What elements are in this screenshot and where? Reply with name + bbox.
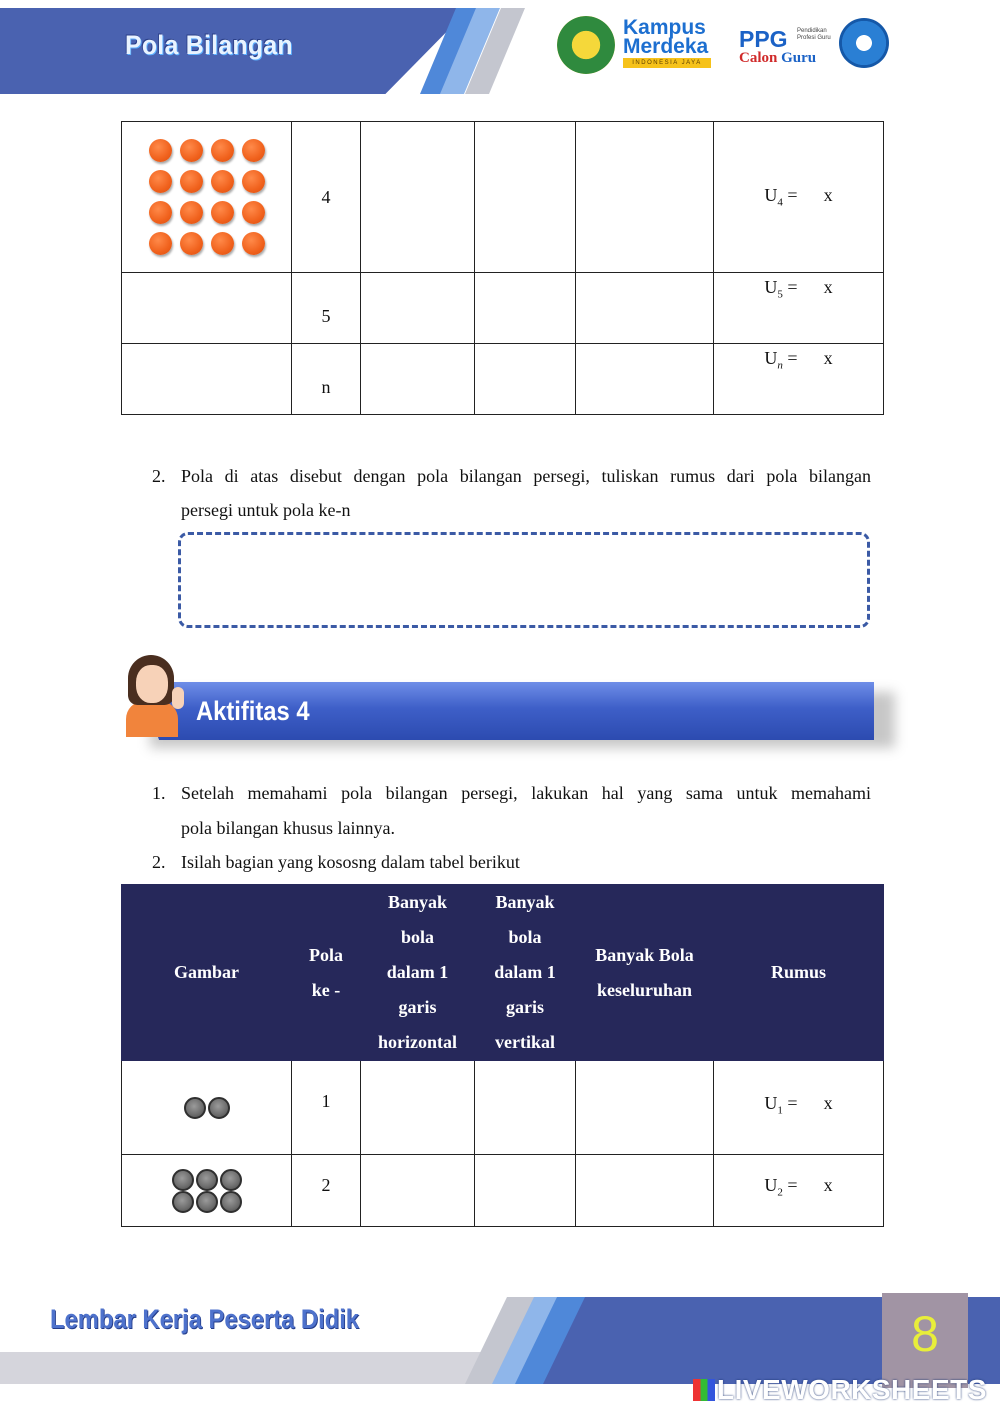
item-text-line1: Setelah memahami pola bilangan persegi, lakukan hal yang sama untuk memahami bbox=[181, 783, 871, 803]
rumus-equals: = bbox=[787, 348, 798, 368]
guru-label: Guru bbox=[781, 50, 817, 66]
kampus-merdeka-line1: Kampus bbox=[623, 16, 706, 39]
activity-title: Aktifitas 4 bbox=[196, 696, 310, 726]
header-pola-line2: ke - bbox=[311, 979, 341, 1000]
pola-cell: 5 bbox=[292, 273, 361, 344]
total-input-cell[interactable] bbox=[576, 1155, 714, 1227]
image-cell bbox=[122, 1061, 292, 1155]
table-header-row bbox=[122, 885, 884, 1061]
footer-title: Lembar Kerja Peserta Didik bbox=[50, 1304, 360, 1334]
header-vertikal-line3: dalam 1 bbox=[494, 962, 556, 982]
rumus-cell[interactable] bbox=[714, 122, 884, 273]
gray-dots-1x2-image bbox=[122, 1097, 291, 1119]
tut-wuri-handayani-icon bbox=[839, 18, 889, 68]
rumus-subscript: n bbox=[777, 359, 783, 372]
rumus-subscript: 4 bbox=[777, 196, 783, 209]
horizontal-input-cell[interactable] bbox=[361, 1155, 475, 1227]
total-input-cell[interactable] bbox=[576, 1061, 714, 1155]
question-text-line2: persegi untuk pola ke-n bbox=[181, 500, 351, 520]
item-number: 1. bbox=[152, 783, 166, 803]
kampus-merdeka-line2: Merdeka bbox=[623, 35, 709, 58]
brand-label: LIVEWORKSHEETS bbox=[717, 1374, 987, 1405]
table-row bbox=[122, 273, 884, 344]
header-vertikal-line5: vertikal bbox=[495, 1032, 555, 1052]
pola-cell: 1 bbox=[292, 1061, 361, 1155]
rumus-equals: = bbox=[787, 1175, 798, 1195]
question-number: 2. bbox=[152, 466, 166, 486]
vertical-input-cell[interactable] bbox=[475, 122, 576, 273]
liveworksheets-icon bbox=[693, 1379, 715, 1401]
rumus-equals: = bbox=[787, 185, 798, 206]
page-title: Pola Bilangan bbox=[125, 30, 293, 60]
ppg-small-label: Pendidikan Profesi Guru bbox=[797, 28, 831, 41]
rumus-equals: = bbox=[787, 1093, 798, 1113]
rumus-equals: = bbox=[787, 277, 798, 297]
header-vertikal-line2: bola bbox=[508, 927, 542, 947]
image-cell bbox=[122, 273, 292, 344]
girl-mascot-icon bbox=[124, 655, 184, 737]
header-keseluruhan-line2: keseluruhan bbox=[596, 979, 693, 1000]
page-number: 8 bbox=[911, 1306, 939, 1362]
header-horizontal-line1: Banyak bbox=[387, 892, 448, 912]
rumus-cell[interactable] bbox=[714, 1155, 884, 1227]
rumus-prefix: U bbox=[764, 1093, 778, 1113]
kampus-merdeka-logo bbox=[623, 18, 718, 68]
rumus-prefix: U bbox=[764, 185, 778, 206]
ppg-subtitle bbox=[739, 50, 834, 67]
header-vertikal-line4: garis bbox=[506, 997, 544, 1017]
header-keseluruhan-line1: Banyak Bola bbox=[595, 944, 694, 965]
table-row bbox=[122, 122, 884, 273]
table-row bbox=[122, 344, 884, 415]
total-input-cell[interactable] bbox=[576, 273, 714, 344]
rumus-subscript: 5 bbox=[777, 288, 783, 301]
header-pola-line1: Pola bbox=[309, 944, 343, 965]
header-keseluruhan bbox=[576, 885, 714, 1061]
horizontal-input-cell[interactable] bbox=[361, 344, 475, 415]
header-horizontal-line4: garis bbox=[398, 997, 437, 1017]
gray-dots-2x3-image bbox=[122, 1169, 291, 1213]
item-text-line2: pola bilangan khusus lainnya. bbox=[181, 818, 395, 838]
rumus-x: x bbox=[823, 1175, 833, 1195]
page-header bbox=[0, 0, 1000, 95]
calon-label: Calon bbox=[739, 50, 778, 66]
orange-dots-4x4-image bbox=[122, 139, 291, 255]
pola-cell: n bbox=[292, 344, 361, 415]
rumus-cell[interactable] bbox=[714, 273, 884, 344]
rumus-x: x bbox=[823, 1093, 833, 1113]
table-row bbox=[122, 1155, 884, 1227]
item-text-line1: Isilah bagian yang kososng dalam tabel berikut bbox=[181, 852, 520, 872]
table-row bbox=[122, 1061, 884, 1155]
header-pola bbox=[292, 885, 361, 1061]
header-horizontal bbox=[361, 885, 475, 1061]
vertical-input-cell[interactable] bbox=[475, 344, 576, 415]
formula-answer-box[interactable] bbox=[178, 532, 870, 628]
vertical-input-cell[interactable] bbox=[475, 1061, 576, 1155]
header-rumus: Rumus bbox=[714, 885, 884, 1061]
total-input-cell[interactable] bbox=[576, 344, 714, 415]
rumus-prefix: U bbox=[764, 1175, 778, 1195]
rumus-subscript: 1 bbox=[777, 1104, 783, 1117]
header-horizontal-line2: bola bbox=[400, 927, 434, 947]
ppg-label: PPG bbox=[739, 26, 788, 52]
rumus-cell[interactable] bbox=[714, 1061, 884, 1155]
kampus-merdeka-tag: INDONESIA JAYA bbox=[623, 58, 711, 68]
horizontal-input-cell[interactable] bbox=[361, 122, 475, 273]
vertical-input-cell[interactable] bbox=[475, 1155, 576, 1227]
liveworksheets-brand bbox=[693, 1374, 987, 1406]
image-cell bbox=[122, 122, 292, 273]
question-text-line1: Pola di atas disebut dengan pola bilangan persegi, tuliskan rumus dari pola bilangan bbox=[181, 466, 871, 486]
pola-cell: 2 bbox=[292, 1155, 361, 1227]
pattern-table-2 bbox=[121, 884, 884, 1227]
rumus-x: x bbox=[823, 277, 833, 297]
rumus-prefix: U bbox=[764, 348, 778, 368]
pola-cell: 4 bbox=[292, 122, 361, 273]
rumus-x: x bbox=[823, 185, 833, 206]
header-vertikal-line1: Banyak bbox=[495, 892, 555, 912]
header-horizontal-line5: horizontal bbox=[378, 1032, 457, 1052]
item-number: 2. bbox=[152, 852, 166, 872]
horizontal-input-cell[interactable] bbox=[361, 273, 475, 344]
horizontal-input-cell[interactable] bbox=[361, 1061, 475, 1155]
rumus-prefix: U bbox=[764, 277, 778, 297]
image-cell bbox=[122, 344, 292, 415]
total-input-cell[interactable] bbox=[576, 122, 714, 273]
header-gambar: Gambar bbox=[122, 885, 292, 1061]
university-seal-icon bbox=[557, 16, 615, 74]
ppg-logo bbox=[739, 26, 834, 67]
header-vertikal bbox=[475, 885, 576, 1061]
header-horizontal-line3: dalam 1 bbox=[386, 962, 449, 982]
rumus-subscript: 2 bbox=[777, 1186, 783, 1199]
vertical-input-cell[interactable] bbox=[475, 273, 576, 344]
rumus-x: x bbox=[823, 348, 833, 368]
image-cell bbox=[122, 1155, 292, 1227]
rumus-cell[interactable] bbox=[714, 344, 884, 415]
pattern-table-1 bbox=[121, 121, 884, 415]
